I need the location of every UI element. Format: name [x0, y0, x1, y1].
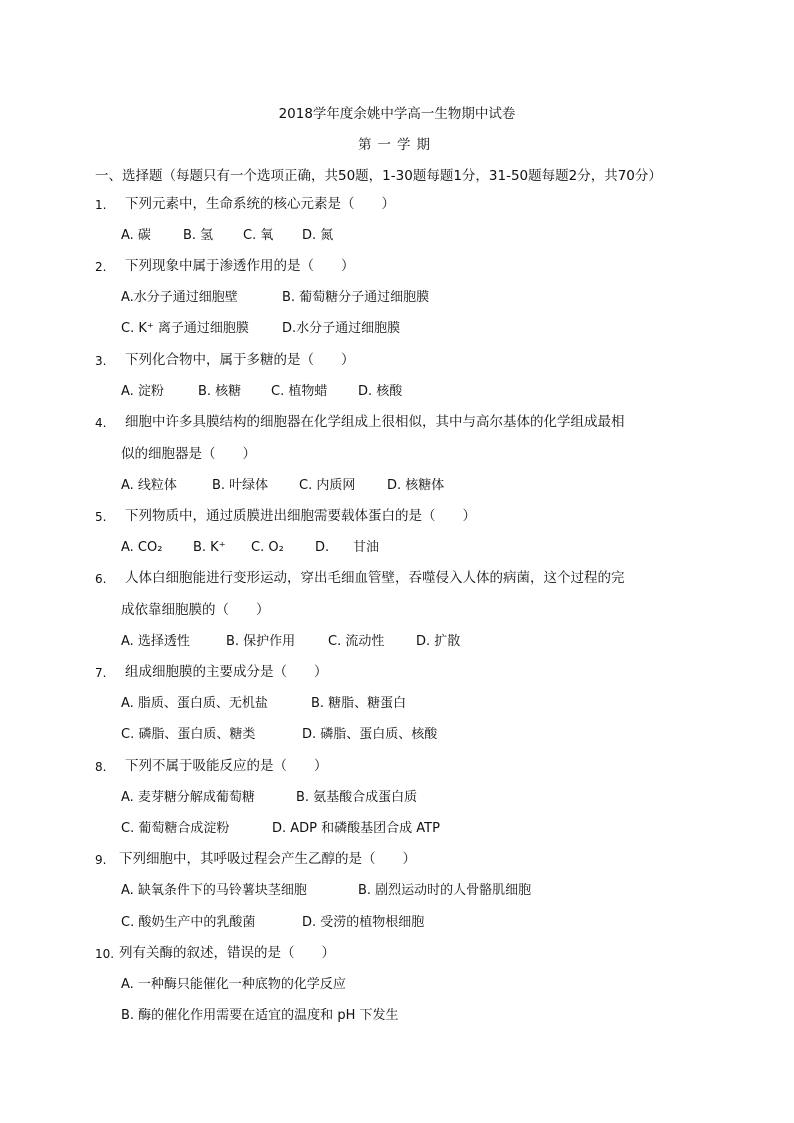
option-c: C. 酸奶生产中的乳酸菌	[121, 915, 256, 930]
option-a: A. 一种酶只能催化一种底物的化学反应	[121, 977, 346, 992]
option-d: D.水分子通过细胞膜	[282, 321, 401, 336]
option-c: C. O₂	[251, 540, 284, 555]
option-d: D. 氮	[302, 228, 334, 243]
option-b: B. 糖脂、糖蛋白	[311, 696, 407, 711]
question-stem: 下列不属于吸能反应的是（ ）	[125, 758, 328, 774]
option-b: B. 酶的催化作用需要在适宜的温度和 pH 下发生	[121, 1008, 399, 1023]
option-b: B. 氢	[183, 228, 214, 243]
question-number: 10.	[95, 947, 115, 961]
question-number: 2.	[95, 260, 107, 274]
option-c: C. 内质网	[299, 478, 356, 493]
option-d: D. ADP 和磷酸基团合成 ATP	[272, 821, 440, 836]
question-stem: 下列化合物中，属于多糖的是（ ）	[125, 352, 355, 368]
semester-subtitle: 第一学期	[358, 137, 436, 153]
option-b: B. 叶绿体	[212, 478, 269, 493]
question-number: 6.	[95, 572, 107, 586]
option-a: A. CO₂	[121, 540, 163, 555]
question-stem: 列有关酶的叙述，错误的是（ ）	[119, 945, 335, 961]
option-c: C. 磷脂、蛋白质、糖类	[121, 727, 256, 742]
option-b: B. 保护作用	[226, 634, 296, 649]
option-d: D. 扩散	[416, 634, 461, 649]
option-b: B. 核糖	[198, 384, 242, 399]
exam-title: 2018学年度余姚中学高一生物期中试卷	[278, 106, 516, 122]
option-c: C. 流动性	[328, 634, 385, 649]
option-a: A. 缺氧条件下的马铃薯块茎细胞	[121, 883, 307, 898]
option-a: A. 选择透性	[121, 634, 190, 649]
question-stem-continuation: 似的细胞器是（ ）	[121, 446, 256, 462]
option-c: C. 氧	[243, 228, 274, 243]
option-b: B. 葡萄糖分子通过细胞膜	[282, 290, 430, 305]
question-stem: 下列元素中，生命系统的核心元素是（ ）	[125, 196, 395, 212]
option-a: A. 麦芽糖分解成葡萄糖	[121, 790, 255, 805]
option-d: D. 受涝的植物根细胞	[302, 915, 425, 930]
option-d: D.	[315, 540, 330, 555]
question-stem-continuation: 成依靠细胞膜的（ ）	[121, 602, 270, 618]
question-number: 4.	[95, 416, 107, 430]
option-a: A. 脂质、蛋白质、无机盐	[121, 696, 268, 711]
question-number: 1.	[95, 198, 107, 212]
question-stem: 下列细胞中，其呼吸过程会产生乙醇的是（ ）	[119, 851, 416, 867]
option-d: D. 核糖体	[387, 478, 445, 493]
question-number: 3.	[95, 354, 107, 368]
option-c: C. K⁺ 离子通过细胞膜	[121, 321, 249, 336]
option-a: A.水分子通过细胞壁	[121, 290, 238, 305]
question-stem: 下列物质中，通过质膜进出细胞需要载体蛋白的是（ ）	[125, 508, 476, 524]
option-b: B. K⁺	[193, 540, 226, 555]
section-heading: 一、选择题（每题只有一个选项正确，共50题，1-30题每题1分，31-50题每题2分，共70分）	[95, 168, 662, 184]
option-d: D. 磷脂、蛋白质、核酸	[302, 727, 438, 742]
option-c: C. 植物蜡	[271, 384, 328, 399]
option-a: A. 线粒体	[121, 478, 177, 493]
question-number: 9.	[95, 853, 107, 867]
option-a: A. 淀粉	[121, 384, 164, 399]
option-d: D. 核酸	[358, 384, 403, 399]
question-stem: 组成细胞膜的主要成分是（ ）	[125, 664, 328, 680]
option-d-text: 甘油	[353, 540, 380, 555]
question-stem: 人体白细胞能进行变形运动，穿出毛细血管壁，吞噬侵入人体的病菌，这个过程的完	[125, 570, 625, 586]
option-b: B. 剧烈运动时的人骨骼肌细胞	[358, 883, 532, 898]
option-c: C. 葡萄糖合成淀粉	[121, 821, 230, 836]
option-b: B. 氨基酸合成蛋白质	[296, 790, 418, 805]
question-number: 5.	[95, 510, 107, 524]
question-number: 7.	[95, 666, 107, 680]
question-stem: 细胞中许多具膜结构的细胞器在化学组成上很相似，其中与高尔基体的化学组成最相	[125, 414, 625, 430]
option-a: A. 碳	[121, 228, 151, 243]
question-stem: 下列现象中属于渗透作用的是（ ）	[125, 258, 355, 274]
question-number: 8.	[95, 760, 107, 774]
